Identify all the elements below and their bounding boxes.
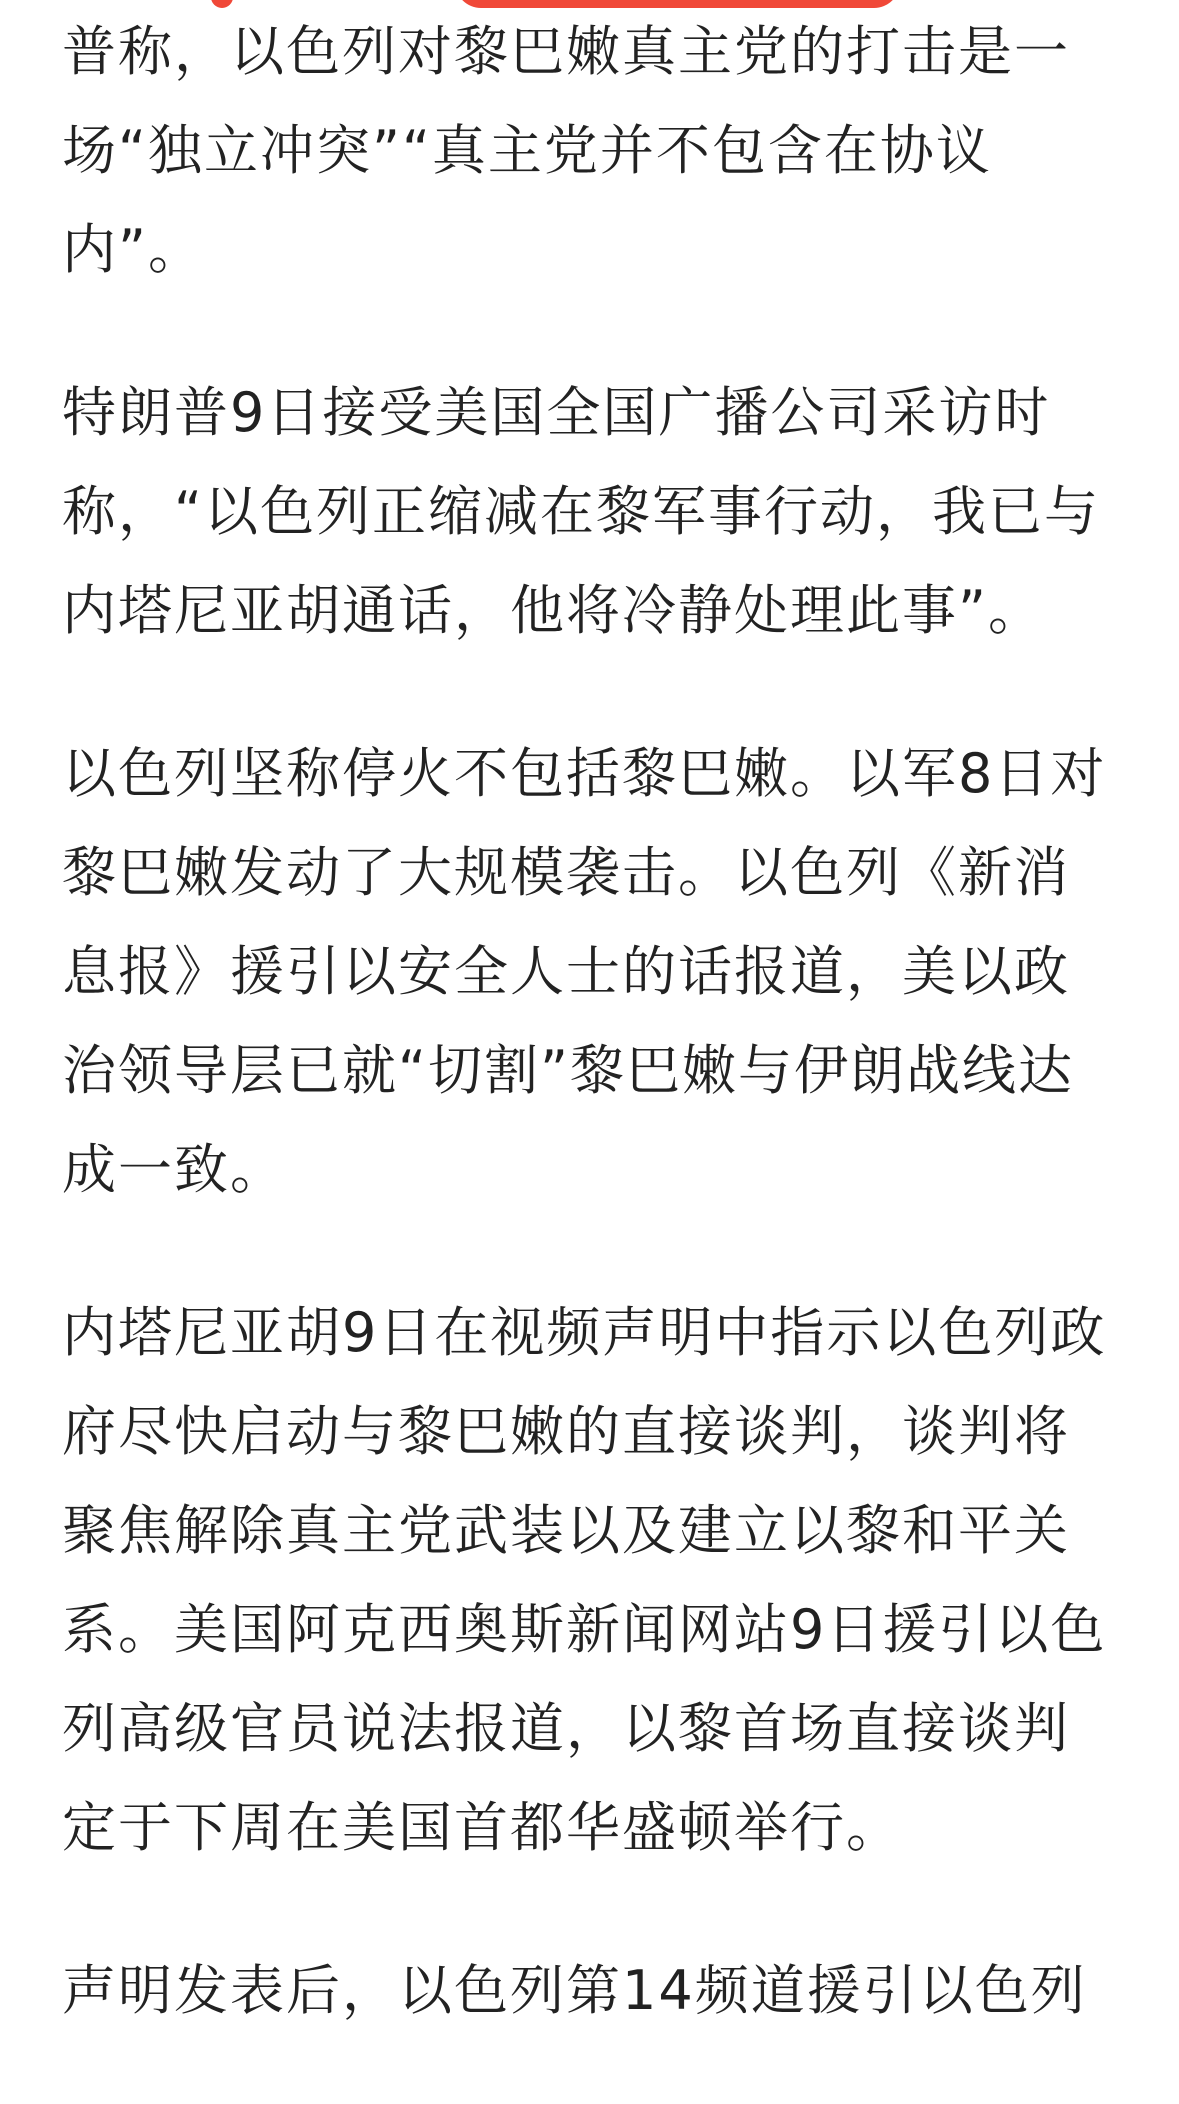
text-line: 以色列坚称停火不包括黎巴嫩。以军8日对: [62, 742, 1107, 805]
article-body: [62, 2, 1122, 2104]
text-line: 内塔尼亚胡通话，他将冷静处理此事”。: [62, 579, 1044, 642]
text-line: 成一致。: [62, 1138, 286, 1201]
text-line: 府尽快启动与黎巴嫩的直接谈判，谈判将: [62, 1400, 1070, 1463]
paragraph-1: [62, 2, 1122, 299]
text-line: 普称，以色列对黎巴嫩真主党的打击是一: [62, 20, 1070, 83]
paragraph-5: [62, 1941, 1122, 2040]
text-line: 治领导层已就“切割”黎巴嫩与伊朗战线达: [62, 1039, 1074, 1102]
text-line: 特朗普9日接受美国全国广播公司采访时: [62, 381, 1051, 444]
text-line: 声明发表后，以色列第14频道援引以色列: [62, 1959, 1087, 2022]
text-line: 系。美国阿克西奥斯新闻网站9日援引以色: [62, 1598, 1107, 1661]
paragraph-3: [62, 724, 1122, 1219]
text-line: 聚焦解除真主党武装以及建立以黎和平关: [62, 1499, 1070, 1562]
text-line: 定于下周在美国首都华盛顿举行。: [62, 1796, 902, 1859]
text-line: 列高级官员说法报道，以黎首场直接谈判: [62, 1697, 1070, 1760]
text-line: 息报》援引以安全人士的话报道，美以政: [62, 940, 1070, 1003]
paragraph-4: [62, 1283, 1122, 1877]
text-line: 称，“以色列正缩减在黎军事行动，我已与: [62, 480, 1100, 543]
text-line: 黎巴嫩发动了大规模袭击。以色列《新消: [62, 841, 1070, 904]
paragraph-2: [62, 363, 1122, 660]
text-line: 场“独立冲突”“真主党并不包含在协议: [62, 119, 992, 182]
text-line: 内塔尼亚胡9日在视频声明中指示以色列政: [62, 1301, 1107, 1364]
text-line: 内”。: [62, 218, 204, 281]
